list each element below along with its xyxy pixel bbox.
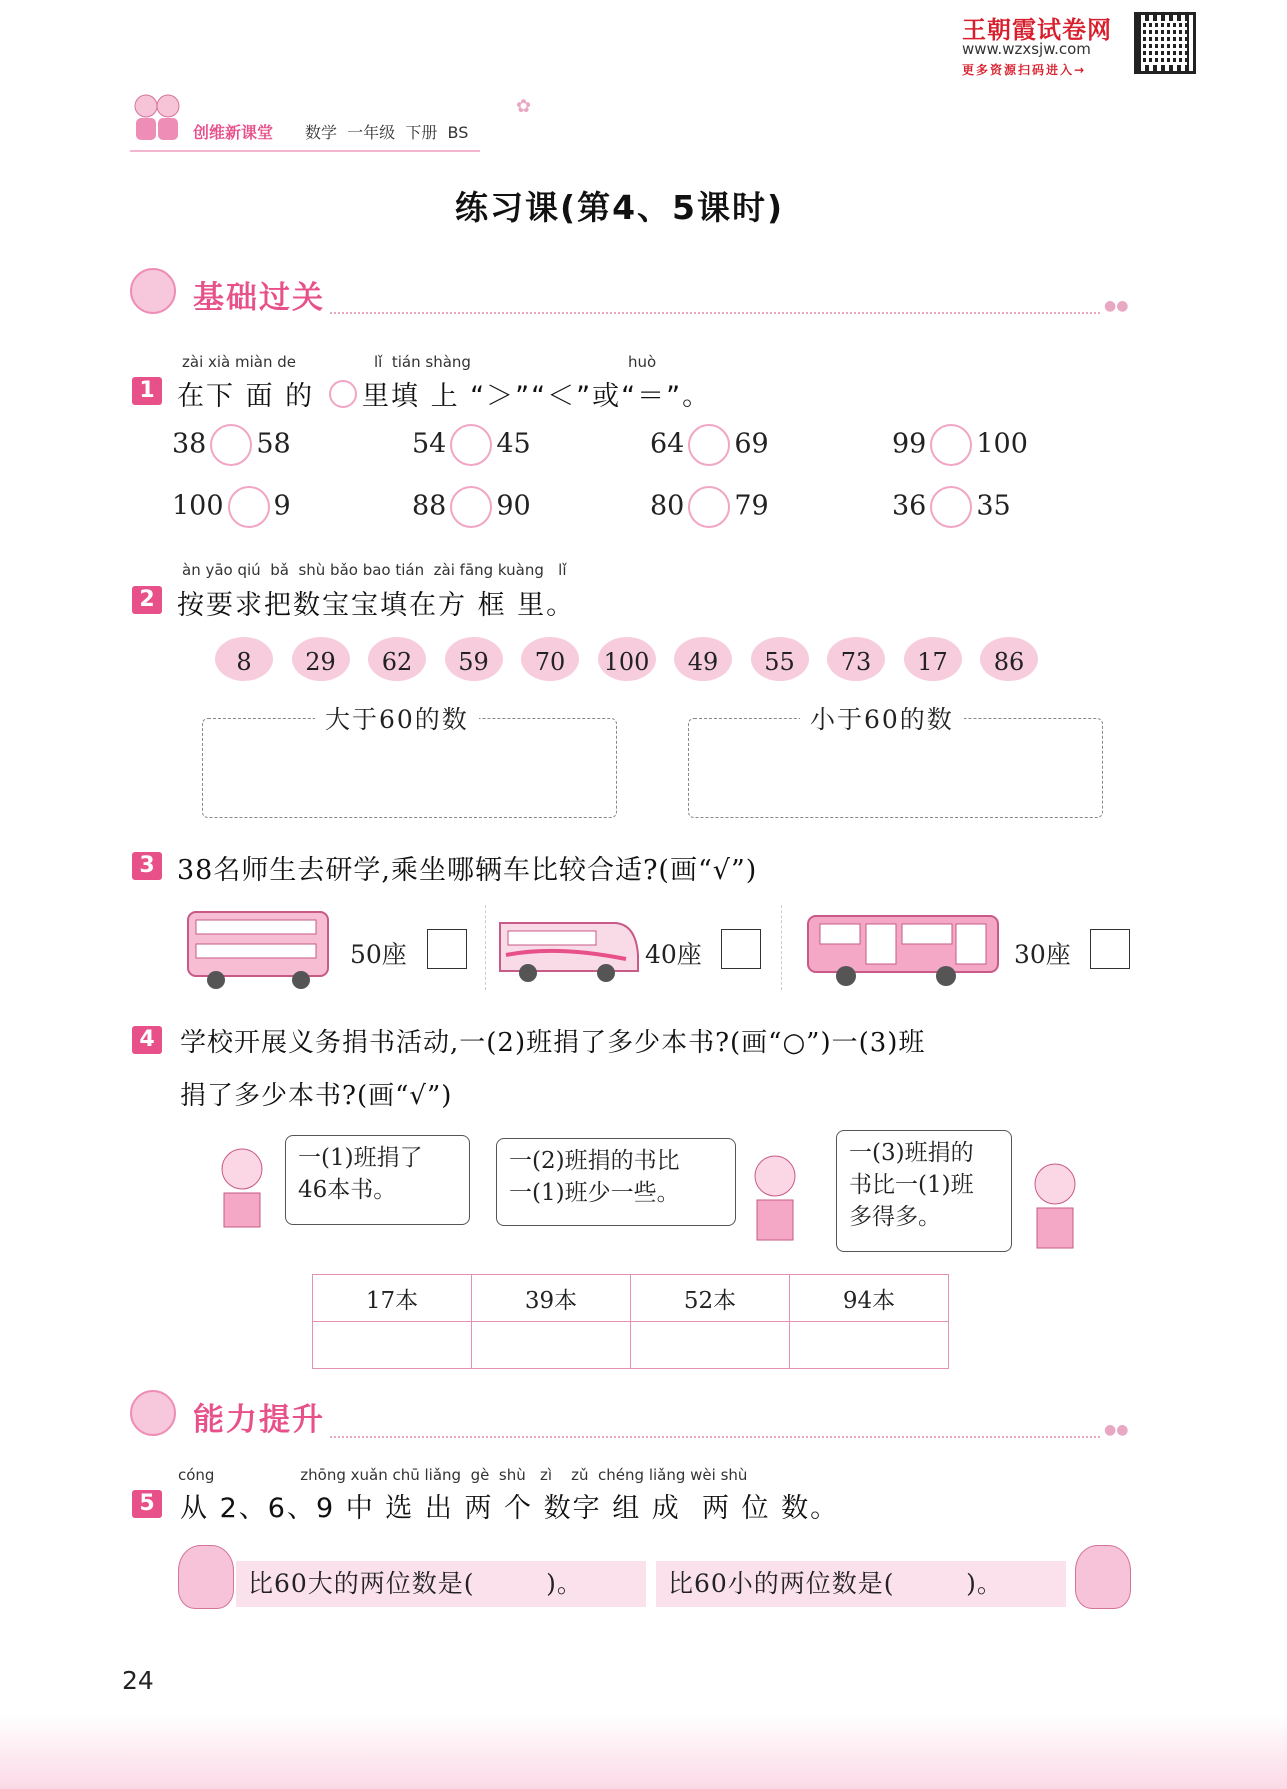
speech-bubble-class3: 一(3)班捐的 书比一(1)班 多得多。 — [836, 1130, 1012, 1252]
section-basic-icon — [130, 268, 176, 314]
table-cell: 94本 — [790, 1275, 949, 1322]
book-info: 数学 一年级 下册 BS — [305, 123, 469, 142]
brand-title: 王朝霞试卷网 — [962, 16, 1112, 44]
divider — [781, 905, 782, 990]
compare-circle-input[interactable] — [450, 486, 492, 528]
compare-item: 100 9 — [172, 486, 291, 528]
seat-label-40: 40座 — [645, 940, 702, 969]
number-bubble[interactable]: 73 — [827, 637, 885, 681]
coach-bus-icon — [496, 915, 641, 985]
double-decker-bus-icon — [186, 910, 331, 990]
brand-url[interactable]: www.wzxsjw.com — [962, 40, 1091, 58]
fill-less-than-60[interactable]: 比60小的两位数是( )。 — [656, 1561, 1066, 1607]
brand-more: 更多资源扫码进入→ — [962, 63, 1087, 77]
table-cell: 52本 — [631, 1275, 790, 1322]
section-advanced-icon — [130, 1390, 176, 1436]
q4-line2: 捐了多少本书?(画“√”) — [180, 1081, 453, 1111]
city-bus-icon — [806, 912, 1001, 988]
series-name: 创维新课堂 — [193, 123, 274, 142]
number-bubble[interactable]: 8 — [215, 637, 273, 681]
compare-item: 64 69 — [650, 424, 769, 466]
compare-item: 88 90 — [412, 486, 531, 528]
compare-circle-input[interactable] — [930, 486, 972, 528]
greater-than-60-label: 大于60的数 — [315, 700, 479, 736]
answer-cell[interactable] — [631, 1322, 790, 1369]
compare-item: 80 79 — [650, 486, 769, 528]
number-bubble[interactable]: 55 — [751, 637, 809, 681]
cat-right-icon — [1075, 1545, 1131, 1609]
q5-number: 5 — [132, 1490, 162, 1518]
number-bubble[interactable]: 86 — [980, 637, 1038, 681]
compare-circle-input[interactable] — [450, 424, 492, 466]
seat-label-30: 30座 — [1014, 940, 1071, 969]
cat-left-icon — [178, 1545, 234, 1609]
table-cell: 17本 — [313, 1275, 472, 1322]
q1-circle-icon — [329, 380, 357, 408]
section-basic-title: 基础过关 — [193, 280, 325, 316]
table-row — [313, 1275, 949, 1322]
table-cell: 39本 — [472, 1275, 631, 1322]
compare-item: 36 35 — [892, 486, 1011, 528]
page-number: 24 — [122, 1666, 154, 1695]
book-count-table — [312, 1274, 949, 1369]
q1-pinyin-1: zài xià miàn de — [182, 353, 297, 371]
answer-cell[interactable] — [313, 1322, 472, 1369]
q5-text: 从 2、6、9 中 选 出 两 个 数字 组 成 两 位 数。 — [180, 1493, 840, 1524]
number-bubble[interactable]: 29 — [292, 637, 350, 681]
fill-greater-than-60[interactable]: 比60大的两位数是( )。 — [236, 1561, 646, 1607]
qr-code-icon[interactable] — [1134, 12, 1196, 74]
number-bubble[interactable]: 17 — [904, 637, 962, 681]
boy-character-icon — [745, 1152, 805, 1247]
q1-text-b: 里填 上 “＞”“＜”或“＝”。 — [362, 381, 712, 412]
q3-number: 3 — [132, 852, 162, 880]
section-basic-divider — [330, 312, 1100, 314]
divider — [485, 905, 486, 990]
compare-item: 54 45 — [412, 424, 531, 466]
lesson-title: 练习课(第4、5课时) — [455, 188, 785, 227]
section-advanced-title: 能力提升 — [193, 1402, 325, 1438]
q3-text: 38名师生去研学,乘坐哪辆车比较合适?(画“√”) — [177, 855, 758, 886]
number-bubble[interactable]: 100 — [598, 637, 656, 681]
q5-pinyin: cóng zhōng xuǎn chū liǎng gè shù zì zǔ chéng liǎng wèi shù — [178, 1466, 748, 1484]
flower-icon: ✿ — [516, 96, 532, 117]
q1-pinyin-2: lǐ tián shàng — [374, 353, 471, 371]
q2-number: 2 — [132, 586, 162, 614]
compare-circle-input[interactable] — [228, 486, 270, 528]
compare-item: 99 100 — [892, 424, 1028, 466]
compare-circle-input[interactable] — [688, 424, 730, 466]
dots-icon: ●● — [1104, 1422, 1129, 1438]
compare-item: 38 58 — [172, 424, 291, 466]
number-bubble[interactable]: 49 — [674, 637, 732, 681]
girl-character-1-icon — [212, 1145, 272, 1235]
q4-number: 4 — [132, 1026, 162, 1054]
q2-pinyin: àn yāo qiú bǎ shù bǎo bao tián zài fāng kuàng lǐ — [182, 561, 567, 579]
q1-pinyin-3: huò — [628, 353, 657, 371]
dots-icon: ●● — [1104, 298, 1129, 314]
seat-label-50: 50座 — [350, 940, 407, 969]
section-advanced-divider — [330, 1436, 1100, 1438]
q1-number: 1 — [132, 377, 162, 405]
tick-box-30[interactable] — [1090, 929, 1130, 969]
answer-cell[interactable] — [472, 1322, 631, 1369]
number-bubble[interactable]: 70 — [521, 637, 579, 681]
compare-circle-input[interactable] — [210, 424, 252, 466]
q2-text: 按要求把数宝宝填在方 框 里。 — [177, 590, 576, 621]
q4-line1: 学校开展义务捐书活动,一(2)班捐了多少本书?(画“○”)一(3)班 — [180, 1028, 926, 1058]
kids-logo-icon — [128, 90, 186, 148]
tick-box-40[interactable] — [721, 929, 761, 969]
number-bubble[interactable]: 59 — [445, 637, 503, 681]
tick-box-50[interactable] — [427, 929, 467, 969]
compare-circle-input[interactable] — [688, 486, 730, 528]
q1-text-a: 在下 面 的 — [177, 381, 315, 412]
header-rule — [130, 150, 480, 152]
less-than-60-label: 小于60的数 — [800, 700, 964, 736]
compare-circle-input[interactable] — [930, 424, 972, 466]
number-bubble[interactable]: 62 — [368, 637, 426, 681]
speech-bubble-class1: 一(1)班捐了 46本书。 — [285, 1135, 470, 1225]
footer-band — [0, 1715, 1287, 1789]
table-row — [313, 1322, 949, 1369]
speech-bubble-class2: 一(2)班捐的书比 一(1)班少一些。 — [496, 1138, 736, 1226]
answer-cell[interactable] — [790, 1322, 949, 1369]
girl-character-2-icon — [1025, 1160, 1085, 1255]
